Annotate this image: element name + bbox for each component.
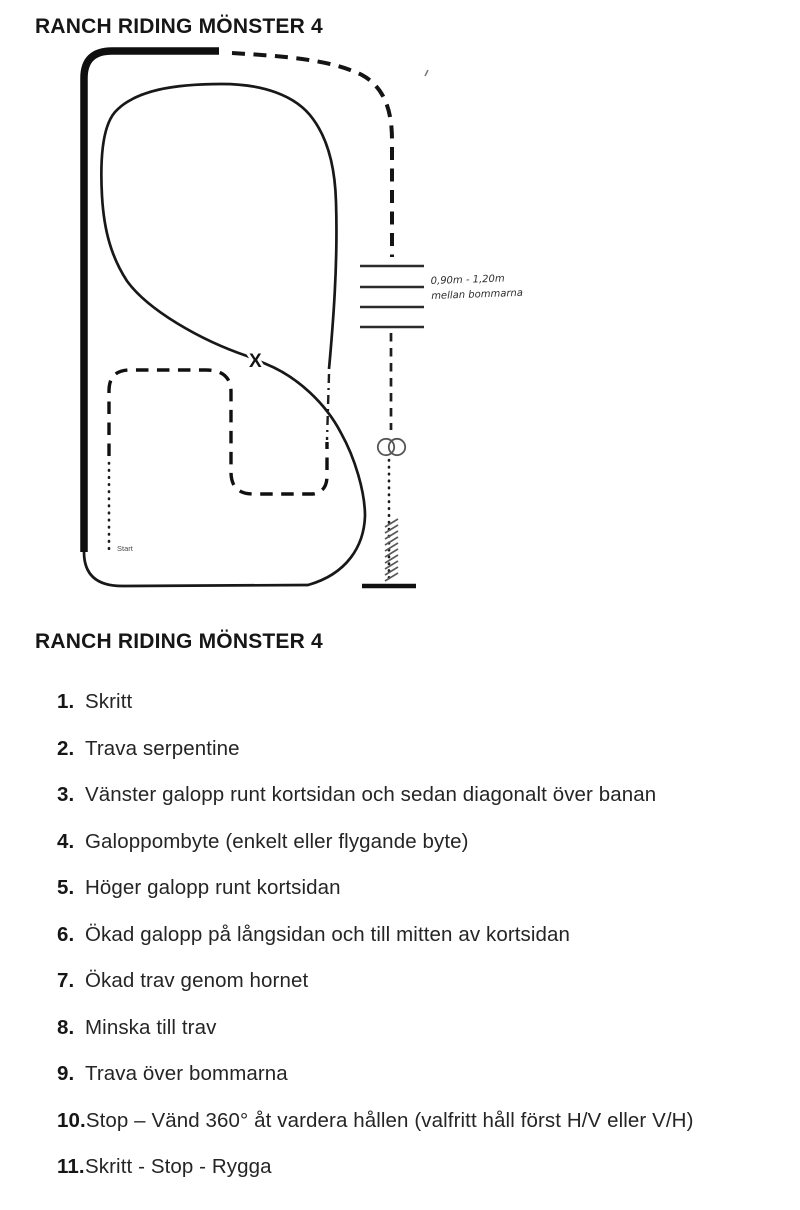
scan-speck [425, 70, 428, 76]
step-text: Höger galopp runt kortsidan [85, 876, 341, 899]
pattern-step [57, 969, 772, 1016]
pattern-diagram [0, 0, 560, 615]
poles-note [431, 273, 524, 302]
step-text: Trava serpentine [85, 736, 240, 760]
pattern-step [57, 1109, 772, 1156]
pattern-step [57, 1016, 772, 1063]
arena-wall-line [84, 51, 219, 552]
step-text: Trava över bommarna [85, 1062, 288, 1085]
pattern-step [57, 923, 772, 970]
lead-change-marker: X [249, 351, 262, 372]
pattern-step [57, 1062, 772, 1109]
poles-note-line1: 0,90m - 1,20m [430, 273, 505, 288]
transition-dash-dot-line [327, 374, 329, 440]
step-number: 11. [57, 1155, 85, 1178]
pattern-step [57, 690, 772, 737]
step-number: 7. [57, 969, 75, 992]
list-heading: RANCH RIDING MÖNSTER 4 [35, 630, 323, 653]
step-number: 6. [57, 922, 75, 946]
step-text: Skritt - Stop - Rygga [85, 1155, 272, 1178]
canter-loop-left-path [84, 84, 365, 586]
pattern-step [57, 737, 772, 784]
pattern-step [57, 1155, 772, 1202]
turn-360-symbol [378, 439, 405, 455]
start-label: Start [117, 544, 133, 553]
trot-poles [360, 266, 424, 327]
pattern-diagram-svg [0, 0, 560, 615]
step-text: Minska till trav [85, 1015, 217, 1039]
step-number: 8. [57, 1015, 75, 1039]
step-number: 9. [57, 1062, 75, 1085]
turn-circle-right [389, 439, 405, 455]
pattern-steps-list [57, 690, 772, 1202]
step-number: 2. [57, 736, 75, 760]
step-number: 3. [57, 783, 75, 806]
step-text: Stop – Vänd 360° åt vardera hållen (valfritt håll först H/V eller V/H) [85, 1108, 694, 1132]
pattern-step [57, 830, 772, 877]
step-text: Vänster galopp runt kortsidan och sedan diagonalt över banan [85, 783, 657, 806]
extended-trot-dashed-line [232, 53, 392, 257]
canter-loop-right-path [222, 84, 336, 369]
pattern-step [57, 783, 772, 830]
serpentine-dashed-path [109, 370, 327, 494]
step-text: Ökad galopp på långsidan och till mitten av kortsidan [85, 922, 571, 946]
step-number: 10. [57, 1108, 86, 1132]
poles-note-line2: mellan bommarna [431, 287, 524, 302]
step-text: Skritt [85, 690, 133, 713]
step-number: 5. [57, 876, 75, 899]
step-number: 4. [57, 829, 75, 853]
backup-hatch-marks [385, 519, 398, 581]
pattern-step [57, 876, 772, 923]
step-text: Galoppombyte (enkelt eller flygande byte) [85, 829, 469, 853]
page-title: RANCH RIDING MÖNSTER 4 [35, 15, 323, 38]
step-number: 1. [57, 690, 75, 713]
step-text: Ökad trav genom hornet [85, 969, 309, 992]
